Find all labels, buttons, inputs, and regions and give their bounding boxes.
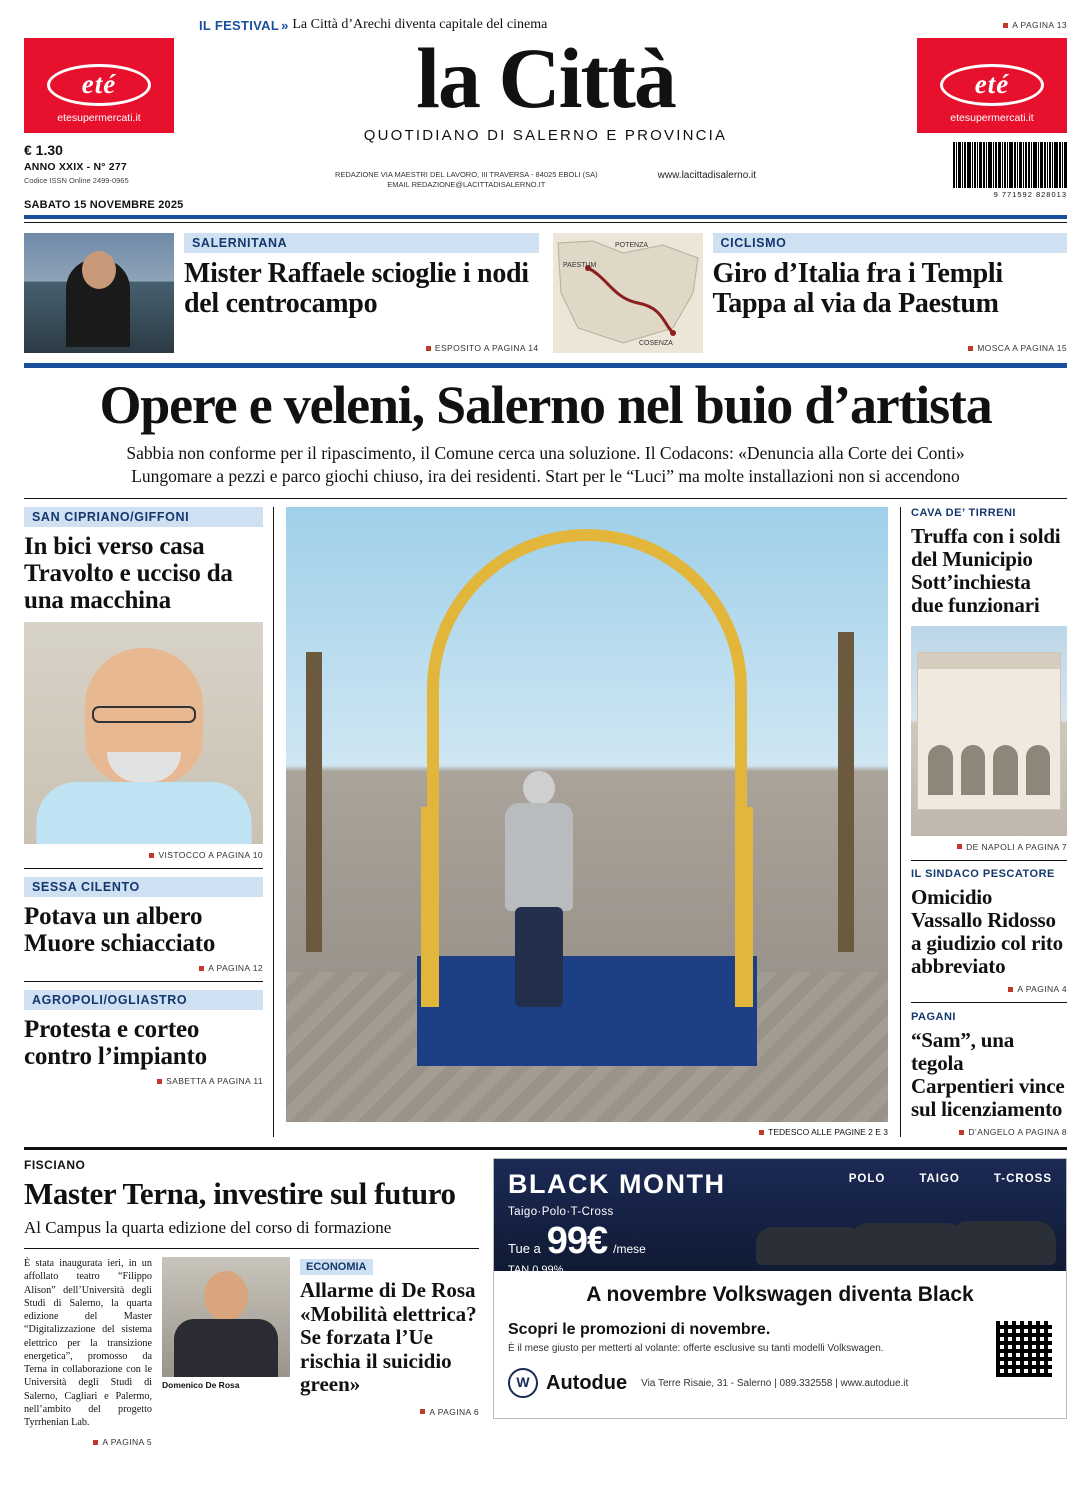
- bottom-story[interactable]: [24, 1158, 479, 1448]
- bullet-square-icon: [199, 966, 204, 971]
- map-icon: [553, 233, 703, 353]
- ad-promo-text: È il mese giusto per metterti al volante: offerte esclusive su tanti modelli Volkswagen.: [508, 1343, 884, 1355]
- building-roof: [918, 653, 1060, 669]
- top-strip-ref: [892, 20, 1067, 30]
- svg-text:COSENZA: COSENZA: [638, 340, 673, 347]
- promo-photo-ciclismo: [553, 233, 703, 353]
- bullet-square-icon: [420, 1409, 425, 1414]
- bullet-square-icon: [759, 1130, 764, 1135]
- left-story-1-ref: [24, 850, 263, 860]
- promo-ref-ciclismo: [713, 343, 1068, 353]
- right-story-3-headline: “Sam”, una tegola Carpentieri vince sul licenziamento: [911, 1027, 1065, 1122]
- promo-ref-label-ciclismo: MOSCA A PAGINA 15: [977, 343, 1067, 353]
- left-story-1-headline: In bici verso casa Travolto e ucciso da una macchina: [24, 533, 233, 615]
- main-headline: Opere e veleni, Salerno nel buio d’artista: [99, 375, 992, 435]
- photo-golden-arch: [427, 529, 747, 859]
- left-story-1-ref-label: VISTOCCO A PAGINA 10: [158, 850, 263, 861]
- top-strip: [24, 0, 1067, 34]
- masthead-meta: [199, 170, 892, 190]
- barcode-number: 9 771592 828013: [993, 190, 1067, 199]
- bottom-side-story-ref: [300, 1407, 479, 1417]
- right-story-2-headline: Omicidio Vassallo Ridosso a giudizio col rito abbreviato: [911, 885, 1063, 979]
- ad-car-images: [756, 1207, 1056, 1265]
- ete-logo-box-right: [917, 38, 1067, 133]
- right-story-1-headline: Truffa con i soldi del Municipio Sott’inchiesta due funzionari: [911, 524, 1061, 618]
- main-photo-caption: [286, 1127, 888, 1137]
- ad-banner: [494, 1159, 1066, 1277]
- municipio-building-shape: [917, 652, 1061, 810]
- bottom-story-ref-label: A PAGINA 5: [102, 1437, 152, 1448]
- car-polo-shape: [756, 1227, 866, 1265]
- promo-headline-salernitana: Mister Raffaele scioglie i nodi del centrocampo: [184, 258, 529, 319]
- portrait-shirt-shape: [36, 782, 251, 844]
- person-legs: [515, 907, 563, 1007]
- bottom-story-body: È stata inaugurata ieri, in un affollato teatro “Filippo Alison” dell’Università degli Studi di Salerno, la quarta edizione del Master “Digitalizzazione del sistema elettrico per la transizione energetica”, promosso da Terna in collaborazione con le Università degli Studi di Salerno, Cagliari e Palermo, nell’ambito del progetto Tyrrhenian Lab.: [24, 1258, 152, 1429]
- bullet-square-icon: [149, 853, 154, 858]
- issue-label: ANNO XXIX - N° 277: [24, 161, 127, 173]
- left-story-3[interactable]: [24, 990, 263, 1086]
- bullet-square-icon: [1008, 987, 1013, 992]
- promo-photo-salernitana: [24, 233, 174, 353]
- right-story-3-ref: [911, 1127, 1067, 1137]
- left-divider-1: [24, 868, 263, 869]
- ad-dealer-address: Via Terre Risaie, 31 - Salerno | 089.332558 | www.autodue.it: [641, 1377, 909, 1389]
- bottom-side-story[interactable]: [300, 1257, 479, 1448]
- bottom-story-headline: Master Terna, investire sul futuro: [24, 1176, 456, 1212]
- photo-palm-left: [306, 652, 322, 952]
- bottom-story-body-column: [24, 1257, 152, 1448]
- bottom-story-kicker: FISCIANO: [24, 1158, 86, 1173]
- ad-model-polo: POLO: [848, 1173, 886, 1186]
- photo-person: [501, 769, 575, 1019]
- promo-headline-ciclismo: Giro d’Italia fra i Templi Tappa al via da Paestum: [712, 258, 1003, 319]
- bottom-side-story-ref-label: A PAGINA 6: [429, 1406, 479, 1417]
- main-deck-line2: Lungomare a pezzi e parco giochi chiuso, ira dei residenti. Start per le “Luci” ma molte installazioni non si accendono: [131, 466, 960, 487]
- left-story-1-tag: SAN CIPRIANO/GIFFONI: [24, 507, 263, 527]
- masthead-center: [199, 30, 892, 190]
- glasses-icon: [92, 706, 196, 723]
- ete-logo-sub-left: etesupermercati.it: [57, 112, 141, 124]
- promo-ref-label-salernitana: ESPOSITO A PAGINA 14: [434, 343, 539, 353]
- divider-blue-mid: [24, 363, 1067, 368]
- ete-logo-box-left: [24, 38, 174, 133]
- bottom-story-columns: [24, 1248, 479, 1448]
- bullet-square-icon: [426, 346, 431, 351]
- right-column: [900, 507, 1067, 1137]
- bullet-square-icon: [157, 1079, 162, 1084]
- left-story-2-ref: [24, 963, 263, 973]
- bullet-square-icon: [1003, 23, 1008, 28]
- promo-tag-salernitana: SALERNITANA: [184, 233, 539, 253]
- promo-body-ciclismo: [713, 233, 1068, 353]
- ad-midline: A novembre Volkswagen diventa Black: [586, 1283, 974, 1307]
- right-story-1-tag: CAVA DE’ TIRRENI: [911, 507, 1016, 520]
- right-story-3[interactable]: [911, 1011, 1067, 1137]
- top-strip-ref-label: A PAGINA 13: [1012, 20, 1067, 30]
- masthead-subtitle: QUOTIDIANO DI SALERNO E PROVINCIA: [363, 126, 728, 144]
- page-title: la Città: [416, 30, 675, 126]
- photo-person-body: [174, 1319, 278, 1377]
- price-label: € 1.30: [24, 142, 63, 158]
- ad-title: BLACK MONTH: [508, 1169, 726, 1200]
- ad-models-line: Taigo·Polo·T-Cross: [508, 1206, 614, 1219]
- top-strip-kicker: IL FESTIVAL: [199, 17, 280, 33]
- ad-logo-left[interactable]: [24, 34, 199, 133]
- divider-blue-top: [24, 215, 1067, 219]
- right-story-3-tag: PAGANI: [911, 1010, 956, 1023]
- advertisement-volkswagen[interactable]: [493, 1158, 1067, 1419]
- photo-palm-right: [838, 632, 854, 952]
- person-torso: [505, 803, 573, 911]
- bullet-square-icon: [959, 1130, 964, 1135]
- bottom-story-subhead: Al Campus la quarta edizione del corso di formazione: [24, 1218, 392, 1238]
- left-story-1[interactable]: [24, 507, 263, 860]
- ad-promo-title: Scopri le promozioni di novembre.: [508, 1321, 771, 1339]
- promo-tag-ciclismo: CICLISMO: [713, 233, 1068, 253]
- ad-price-suffix: /mese: [613, 1242, 646, 1257]
- volkswagen-logo-icon: [508, 1368, 538, 1398]
- masthead-website[interactable]: www.lacittadisalerno.it: [657, 169, 757, 181]
- main-deck: [24, 442, 1067, 488]
- right-story-2-ref-label: A PAGINA 4: [1017, 984, 1067, 995]
- left-story-2-headline: Potava un albero Muore schiacciato: [24, 903, 216, 958]
- left-story-2-tag: SESSA CILENTO: [24, 877, 263, 897]
- ad-model-taigo: TAIGO: [919, 1173, 960, 1186]
- right-story-1-ref: [911, 842, 1067, 852]
- date-label: SABATO 15 NOVEMBRE 2025: [24, 199, 184, 211]
- photo-pillar-left: [421, 807, 439, 1007]
- masthead: [24, 30, 1067, 211]
- left-story-3-ref: [24, 1076, 263, 1086]
- bullet-square-icon: [93, 1440, 98, 1445]
- barcode-icon: [892, 142, 1067, 188]
- masthead-left-meta: [24, 142, 183, 211]
- ete-logo-word-right: eté: [974, 69, 1010, 99]
- ad-dealer-row: [508, 1368, 1052, 1398]
- qr-code-icon[interactable]: [996, 1321, 1052, 1377]
- ad-price-prefix: Tue a: [508, 1241, 541, 1257]
- right-story-2[interactable]: [911, 868, 1067, 994]
- promo-row: [24, 233, 1067, 353]
- ete-logo-word-left: eté: [81, 69, 117, 99]
- bottom-story-photo-caption: Domenico De Rosa: [162, 1380, 240, 1391]
- ad-model-tcross: T-CROSS: [993, 1173, 1052, 1186]
- left-story-3-ref-label: SABETTA A PAGINA 11: [166, 1076, 263, 1087]
- car-taigo-shape: [851, 1223, 966, 1265]
- bullet-square-icon: [957, 844, 962, 849]
- main-photo: [286, 507, 888, 1122]
- bottom-story-ref: [24, 1437, 152, 1448]
- right-story-2-tag: IL SINDACO PESCATORE: [911, 868, 1055, 880]
- barcode-block: [892, 142, 1067, 199]
- left-story-2[interactable]: [24, 877, 263, 973]
- ete-logo-sub-right: etesupermercati.it: [950, 112, 1034, 124]
- left-story-3-headline: Protesta e corteo contro l’impianto: [24, 1016, 207, 1071]
- top-strip-headline: La Città d’Arechi diventa capitale del cinema: [292, 17, 548, 32]
- right-story-1-photo: [911, 626, 1067, 836]
- center-column: [286, 507, 888, 1137]
- chevron-right-icon: »: [281, 17, 287, 33]
- bottom-story-photo: [162, 1257, 290, 1377]
- masthead-address: REDAZIONE VIA MAESTRI DEL LAVORO, III TRAVERSA - 84025 EBOLI (SA): [334, 169, 598, 179]
- main-deck-line1: Sabbia non conforme per il ripascimento, il Comune cerca una soluzione. Il Codacons: «Denuncia alla Corte dei Conti»: [126, 443, 965, 463]
- ad-dealer-name: Autodue: [546, 1371, 628, 1394]
- top-strip-ref-group: [892, 20, 1067, 30]
- ad-logo-right[interactable]: [892, 34, 1067, 133]
- promo-salernitana[interactable]: [24, 233, 539, 353]
- left-story-2-ref-label: A PAGINA 12: [208, 963, 263, 974]
- divider-thin-top: [24, 222, 1067, 223]
- issn-label: Codice ISSN Online 2499-0965: [24, 176, 129, 185]
- car-tcross-shape: [951, 1221, 1056, 1265]
- main-columns: [24, 507, 1067, 1137]
- promo-ciclismo[interactable]: [553, 233, 1068, 353]
- promo-body-salernitana: [184, 233, 539, 353]
- photo-person-head: [204, 1271, 248, 1321]
- right-story-1-ref-label: DE NAPOLI A PAGINA 7: [966, 841, 1067, 852]
- right-story-2-ref: [911, 984, 1067, 994]
- ad-footer: [494, 1317, 1066, 1418]
- person-head: [523, 771, 555, 805]
- left-story-3-tag: AGROPOLI/OGLIASTRO: [24, 990, 263, 1010]
- bottom-story-photo-column: [162, 1257, 290, 1448]
- left-divider-2: [24, 981, 263, 982]
- left-story-1-photo: [24, 622, 263, 844]
- right-story-1[interactable]: [911, 507, 1067, 851]
- masthead-address-block: [335, 170, 598, 190]
- ad-price-value: 99€: [546, 1220, 608, 1263]
- promo-ref-salernitana: [184, 343, 539, 353]
- left-column: [24, 507, 274, 1137]
- ad-tan-label: TAN 0,99%: [508, 1264, 564, 1277]
- bottom-side-story-tag: ECONOMIA: [300, 1259, 373, 1275]
- building-arches: [928, 745, 1050, 795]
- ad-model-list: [849, 1173, 1052, 1185]
- photo-blue-base: [417, 956, 757, 1066]
- bottom-side-story-headline: Allarme di De Rosa «Mobilità elettrica? Se forzata l’Ue rischia il suicidio green»: [300, 1278, 477, 1397]
- divider-after-deck: [24, 498, 1067, 499]
- main-photo-caption-label: TEDESCO ALLE PAGINE 2 E 3: [768, 1127, 888, 1138]
- bottom-section: [24, 1147, 1067, 1448]
- svg-text:PAESTUM: PAESTUM: [562, 262, 596, 269]
- bullet-square-icon: [968, 346, 973, 351]
- masthead-email: EMAIL REDAZIONE@LACITTADISALERNO.IT: [387, 179, 546, 189]
- svg-text:POTENZA: POTENZA: [614, 242, 648, 249]
- right-story-3-ref-label: D’ANGELO A PAGINA 8: [968, 1127, 1067, 1138]
- photo-pillar-right: [735, 807, 753, 1007]
